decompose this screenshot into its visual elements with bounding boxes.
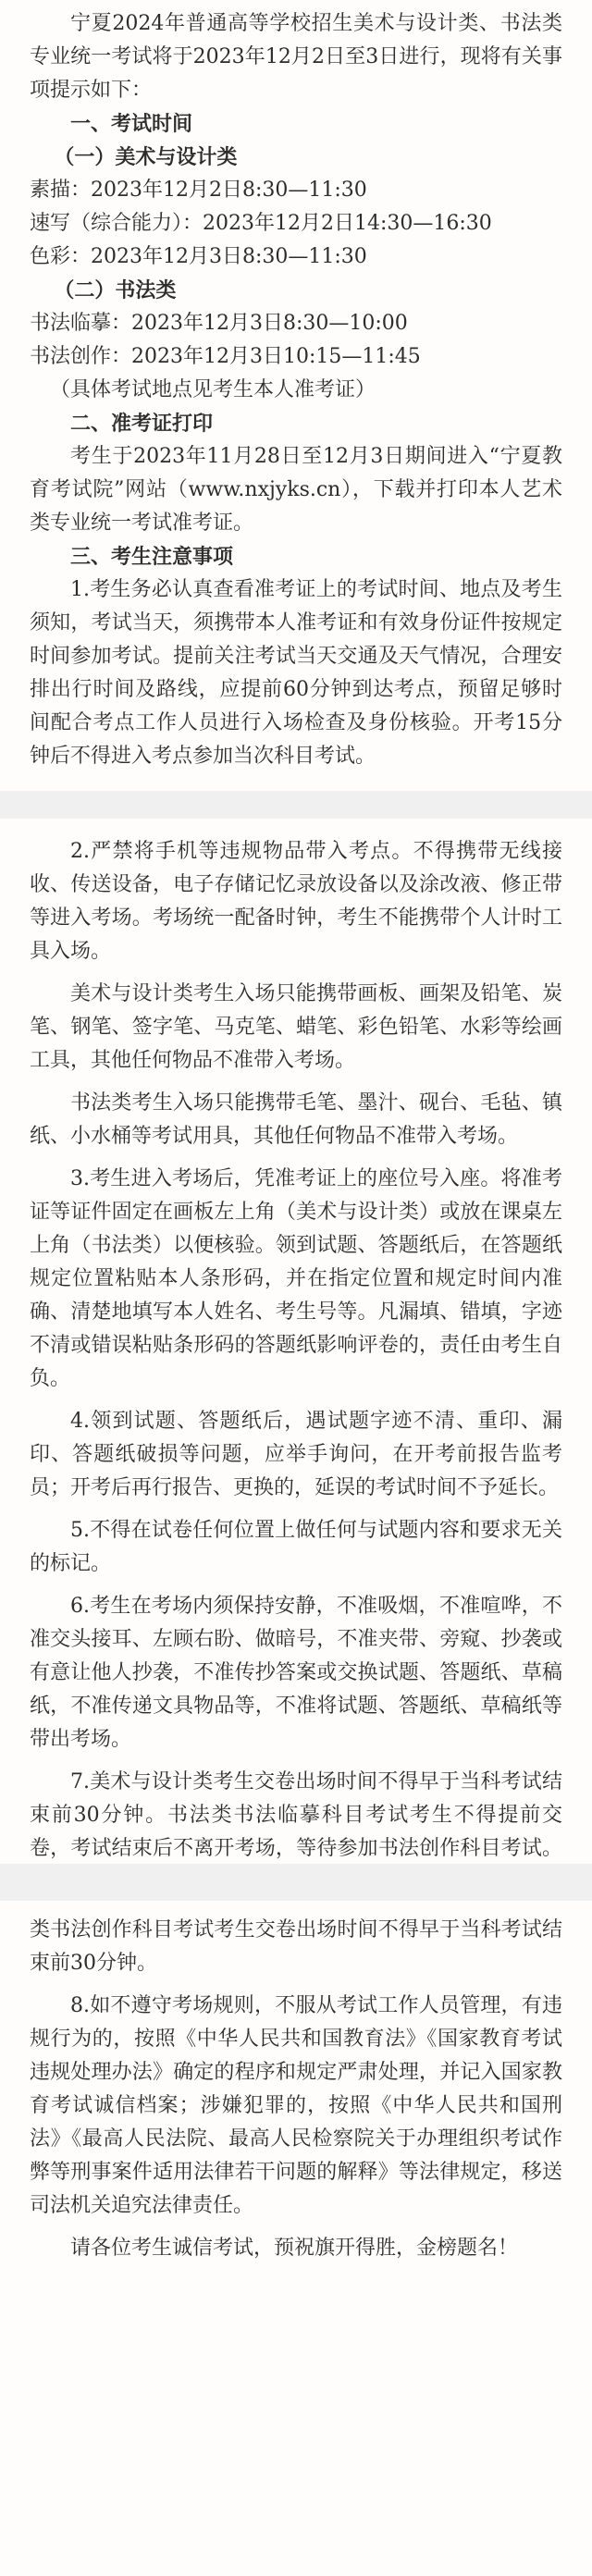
heading-notes: 三、考生注意事项: [70, 545, 234, 569]
note-1: 1.考生务必认真查看准考证上的考试时间、地点及考生须知，考试当天，须携带本人准考证和有效身份证件按规定时间参加考试。提前关注考试当天交通及天气情况，合理安排出行时间及路线，应提前60分钟到达考点，预留足够时间配合考点工作人员进行入场检查及身份核验。开考15分钟后不得进入考点参加当次科目考试。: [30, 578, 562, 768]
subheading-art-design: （一）美术与设计类: [54, 145, 238, 169]
schedule-quick-sketch: 速写（综合能力）：2023年12月2日14:30—16:30: [30, 212, 492, 235]
note-2: 2.严禁将手机等违规物品带入考点。不得携带无线接收、传送设备，电子存储记忆录放设备以及涂改液、修正带等进入考场。考场统一配备时钟，考生不能携带个人计时工具入场。: [30, 840, 562, 963]
ticket-paragraph: 考生于2023年11月28日至12月3日期间进入“宁夏教育考试院”网站（www.nxjyks.cn），下载并打印本人艺术类专业统一考试准考证。: [30, 445, 562, 535]
notice-section-2: [0, 819, 592, 1864]
schedule-calligraphy-copy: 书法临摹：2023年12月3日8:30—10:00: [30, 312, 408, 335]
subheading-calligraphy: （二）书法类: [54, 278, 177, 302]
note-7: 7.美术与设计类考生交卷出场时间不得早于当科考试结束前30分钟。书法类书法临摹科目考试考生不得提前交卷，考试结束后不离开考场，等待参加书法创作科目考试。: [30, 1770, 562, 1860]
section-divider: [0, 1864, 592, 1901]
location-note: （具体考试地点见考生本人准考证）: [50, 378, 376, 401]
note-5: 5.不得在试卷任何位置上做任何与试题内容和要求无关的标记。: [30, 1519, 562, 1575]
intro-paragraph: 宁夏2024年普通高等学校招生美术与设计类、书法类专业统一考试将于2023年12月2日至3日进行，现将有关事项提示如下：: [30, 12, 562, 102]
heading-exam-time: 一、考试时间: [70, 112, 193, 136]
notice-section-3: [0, 1901, 592, 2576]
closing-line: 请各位考生诚信考试，预祝旗开得胜，金榜题名！: [70, 2237, 519, 2260]
note-3: 3.考生进入考场后，凭准考证上的座位号入座。将准考证等证件固定在画板左上角（美术与设计类）或放在课桌左上角（书法类）以便核验。领到试题、答题纸后，在答题纸规定位置粘贴本人条形码，并在指定位置和规定时间内准确、清楚地填写本人姓名、考生号等。凡漏填、错填，字迹不清或错误粘贴条形码的答题纸影响评卷的，责任由考生自负。: [30, 1167, 562, 1390]
note-4: 4.领到试题、答题纸后，遇试题字迹不清、重印、漏印、答题纸破损等问题，应举手询问，在开考前报告监考员；开考后再行报告、更换的，延误的考试时间不予延长。: [30, 1410, 562, 1499]
schedule-sketch: 素描：2023年12月2日8:30—11:30: [30, 179, 367, 202]
section-divider: [0, 791, 592, 819]
note-2-art: 美术与设计类考生入场只能携带画板、画架及铅笔、炭笔、钢笔、签字笔、马克笔、蜡笔、彩色铅笔、水彩等绘画工具，其他任何物品不准带入考场。: [30, 982, 562, 1072]
heading-admission-ticket: 二、准考证打印: [70, 412, 214, 436]
note-6: 6.考生在考场内须保持安静，不准吸烟，不准喧哗，不准交头接耳、左顾右盼、做暗号，不准夹带、旁窥、抄袭或有意让他人抄袭，不准传抄答案或交换试题、答题纸、草稿纸，不准传递文具物品等，不准将试题、答题纸、草稿纸等带出考场。: [30, 1595, 562, 1751]
note-7-continued: 类书法创作科目考试考生交卷出场时间不得早于当科考试结束前30分钟。: [30, 1918, 562, 1975]
schedule-calligraphy-create: 书法创作：2023年12月3日10:15—11:45: [30, 345, 421, 368]
note-8: 8.如不遵守考场规则，不服从考试工作人员管理，有违规行为的，按照《中华人民共和国教育法》《国家教育考试违规处理办法》确定的程序和规定严肃处理，并记入国家教育考试诚信档案；涉嫌犯罪的，按照《中华人民共和国刑法》《最高人民法院、最高人民检察院关于办理组织考试作弊等刑事案件适用法律若干问题的解释》等法律规定，移送司法机关追究法律责任。: [30, 1994, 562, 2217]
notice-section-1: [0, 0, 592, 791]
schedule-color: 色彩：2023年12月3日8:30—11:30: [30, 245, 367, 268]
note-2-calligraphy: 书法类考生入场只能携带毛笔、墨汁、砚台、毛毡、镇纸、小水桶等考试用具，其他任何物品不准带入考场。: [30, 1091, 562, 1148]
